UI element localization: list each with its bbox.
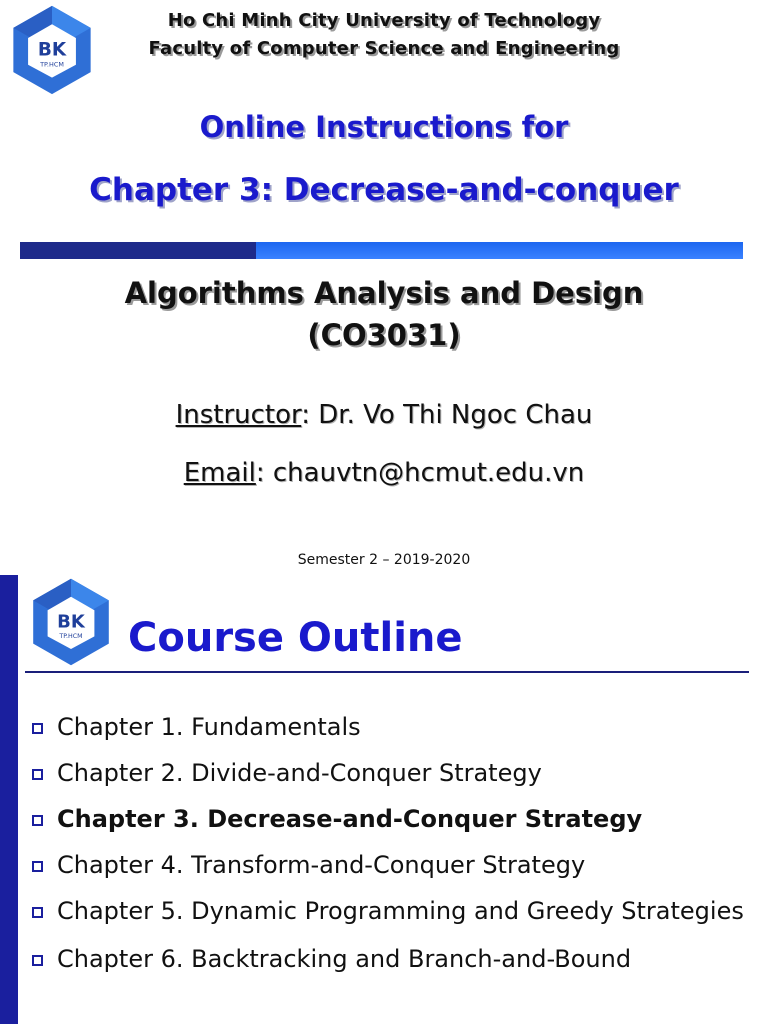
email-label: Email xyxy=(183,458,256,488)
email-line xyxy=(0,458,768,488)
semester-text: Semester 2 – 2019-2020 xyxy=(297,552,471,568)
title-line-2: Chapter 3: Decrease-and-conquer xyxy=(89,172,679,208)
course-name: Algorithms Analysis and Design xyxy=(124,276,644,310)
square-bullet-icon xyxy=(32,861,43,872)
title-line-1: Online Instructions for xyxy=(199,110,569,144)
instructor-label: Instructor xyxy=(175,400,302,430)
chapter-label: Chapter 6. Backtracking and Branch-and-Bound xyxy=(57,945,632,973)
logo-text: BK xyxy=(57,611,85,633)
outline-slide xyxy=(0,575,768,1024)
email-value: : chauvtn@hcmut.edu.vn xyxy=(255,458,585,488)
divider-bar-light xyxy=(256,242,743,259)
university-name: Ho Chi Minh City University of Technology xyxy=(167,10,601,31)
square-bullet-icon xyxy=(32,723,43,734)
instructor-line xyxy=(0,400,768,430)
chapter-label: Chapter 4. Transform-and-Conquer Strategy xyxy=(57,851,586,879)
logo-subtext: TP.HCM xyxy=(40,60,64,69)
list-item xyxy=(30,895,760,927)
logo-subtext: TP.HCM xyxy=(59,633,83,641)
outline-title: Course Outline xyxy=(128,615,463,661)
instructor-value: : Dr. Vo Thi Ngoc Chau xyxy=(301,400,593,430)
list-item xyxy=(30,757,760,789)
chapter-label: Chapter 3. Decrease-and-Conquer Strategy xyxy=(57,805,643,833)
square-bullet-icon xyxy=(32,907,43,918)
square-bullet-icon xyxy=(32,955,43,966)
title-underline xyxy=(25,671,749,673)
course-code: (CO3031) xyxy=(307,318,461,352)
divider-bar-dark xyxy=(20,242,256,259)
university-logo-icon xyxy=(24,577,118,667)
square-bullet-icon xyxy=(32,769,43,780)
list-item xyxy=(30,711,760,743)
chapter-label: Chapter 5. Dynamic Programming and Greedy Strategies xyxy=(57,897,744,925)
chapter-list xyxy=(30,711,760,989)
faculty-name: Faculty of Computer Science and Engineering xyxy=(148,38,620,59)
slide-sidebar xyxy=(0,575,18,1024)
square-bullet-icon xyxy=(32,815,43,826)
list-item xyxy=(30,803,760,835)
list-item xyxy=(30,943,760,975)
list-item xyxy=(30,849,760,881)
chapter-label: Chapter 2. Divide-and-Conquer Strategy xyxy=(57,759,542,787)
logo-text: BK xyxy=(37,39,67,61)
chapter-label: Chapter 1. Fundamentals xyxy=(57,713,361,741)
